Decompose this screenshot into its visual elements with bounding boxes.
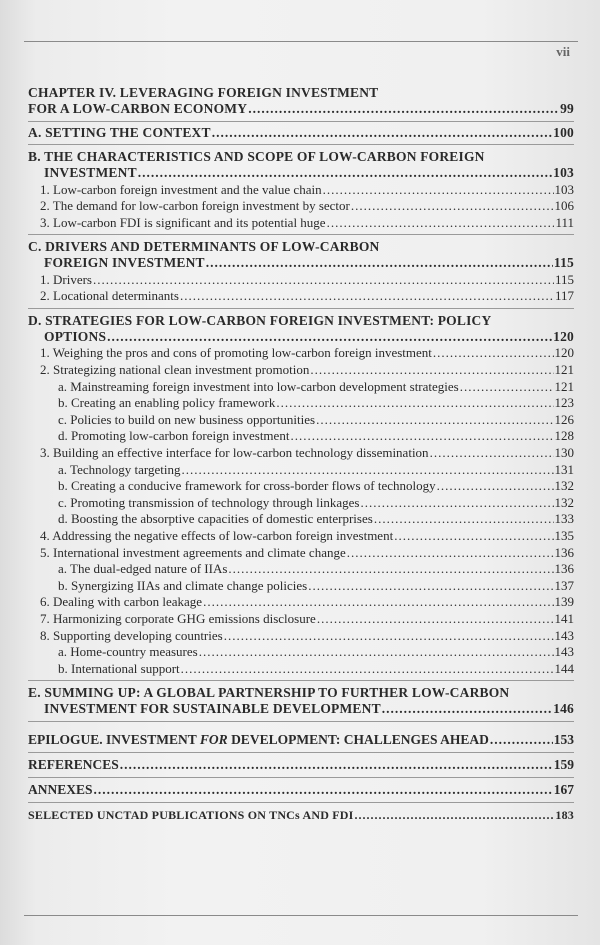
- section-d-title-line2: OPTIONS: [44, 328, 107, 344]
- dot-leader: [248, 101, 559, 118]
- page-ref: 120: [553, 328, 574, 344]
- divider: [28, 234, 574, 235]
- page-ref: 99: [560, 101, 574, 116]
- dot-leader: [355, 806, 555, 824]
- section-c-entry[interactable]: [28, 255, 574, 272]
- toc-item[interactable]: 3. Building an effective interface for low-carbon technology dissemination ..... 130: [28, 445, 574, 462]
- divider: [28, 752, 574, 753]
- divider: [28, 802, 574, 803]
- bottom-rule: [24, 915, 578, 916]
- dot-leader: [490, 731, 553, 749]
- section-e-title-line2: INVESTMENT FOR SUSTAINABLE DEVELOPMENT: [44, 701, 381, 717]
- toc-subitem[interactable]: b. Creating a conducive framework for cross-border flows of technology ..... 132: [28, 478, 574, 495]
- toc-item[interactable]: 8. Supporting developing countries ..... 143: [28, 628, 574, 645]
- section-a-title: A. SETTING THE CONTEXT: [28, 124, 211, 140]
- annexes-title: ANNEXES: [28, 781, 93, 797]
- toc-item[interactable]: 2. Strategizing national clean investment promotion ..... 121: [28, 362, 574, 379]
- references-title: REFERENCES: [28, 756, 119, 772]
- divider: [28, 680, 574, 681]
- toc-subitem[interactable]: a. Home-country measures ..... 143: [28, 644, 574, 661]
- section-c-title-line1: C. DRIVERS AND DETERMINANTS OF LOW-CARBON: [28, 239, 380, 255]
- dot-leader: [382, 701, 552, 718]
- toc-item[interactable]: 2. Locational determinants ..... 117: [28, 288, 574, 305]
- dot-leader: [206, 255, 553, 272]
- section-a-entry[interactable]: [28, 125, 574, 142]
- divider: [28, 777, 574, 778]
- toc-item[interactable]: 1. Low-carbon foreign investment and the value chain ..... 103: [28, 182, 574, 199]
- section-e-title-line1: E. SUMMING UP: A GLOBAL PARTNERSHIP TO FURTHER LOW-CARBON: [28, 685, 510, 701]
- chapter-entry[interactable]: [28, 101, 574, 118]
- dot-leader: [138, 165, 552, 182]
- section-e-entry[interactable]: [28, 701, 574, 718]
- toc-subitem[interactable]: d. Boosting the absorptive capacities of domestic enterprises ..... 133: [28, 511, 574, 528]
- toc-item[interactable]: 7. Harmonizing corporate GHG emissions disclosure ..... 141: [28, 611, 574, 628]
- toc-subitem[interactable]: b. Synergizing IIAs and climate change policies ..... 137: [28, 578, 574, 595]
- chapter-title-line2: FOR A LOW-CARBON ECONOMY: [28, 101, 248, 116]
- page-ref: 100: [553, 124, 574, 140]
- divider: [28, 721, 574, 722]
- toc-item[interactable]: 3. Low-carbon FDI is significant and its potential huge ..... 111: [28, 215, 574, 232]
- toc-item[interactable]: 4. Addressing the negative effects of low-carbon foreign investment ..... 135: [28, 528, 574, 545]
- divider: [28, 308, 574, 309]
- page-ref: 153: [553, 731, 574, 747]
- annexes-entry[interactable]: [28, 781, 574, 799]
- toc-subitem[interactable]: c. Promoting transmission of technology through linkages ..... 132: [28, 495, 574, 512]
- page-ref: 159: [553, 756, 574, 772]
- chapter-title-line1: CHAPTER IV. LEVERAGING FOREIGN INVESTMENT: [28, 85, 379, 100]
- epilogue-entry[interactable]: [28, 731, 574, 749]
- section-b-entry[interactable]: [28, 165, 574, 182]
- toc-item[interactable]: 5. International investment agreements and climate change ..... 136: [28, 545, 574, 562]
- toc-item[interactable]: 2. The demand for low-carbon foreign investment by sector ..... 106: [28, 198, 574, 215]
- page-ref: 183: [555, 807, 574, 822]
- toc-subitem[interactable]: a. The dual-edged nature of IIAs ..... 136: [28, 561, 574, 578]
- toc-subitem[interactable]: a. Technology targeting ..... 131: [28, 462, 574, 479]
- epilogue-title: EPILOGUE. INVESTMENT FOR DEVELOPMENT: CHALLENGES AHEAD: [28, 731, 489, 747]
- references-entry[interactable]: [28, 756, 574, 774]
- dot-leader: [107, 329, 552, 346]
- section-c-title-line2: FOREIGN INVESTMENT: [44, 255, 205, 271]
- selected-publications-title: SELECTED UNCTAD PUBLICATIONS ON TNCs AND FDI: [28, 807, 354, 822]
- page-ref: 115: [553, 255, 574, 271]
- toc-subitem[interactable]: b. International support ..... 144: [28, 661, 574, 678]
- section-d-title-line1: D. STRATEGIES FOR LOW-CARBON FOREIGN INVESTMENT: POLICY: [28, 312, 492, 328]
- top-rule: [24, 41, 578, 42]
- page-ref: 167: [553, 781, 574, 797]
- toc-item[interactable]: 6. Dealing with carbon leakage ..... 139: [28, 594, 574, 611]
- toc-subitem[interactable]: a. Mainstreaming foreign investment into low-carbon development strategies ..... 121: [28, 379, 574, 396]
- selected-publications-entry[interactable]: [28, 806, 574, 824]
- toc-subitem[interactable]: d. Promoting low-carbon foreign investment ..... 128: [28, 428, 574, 445]
- divider: [28, 144, 574, 145]
- divider: [28, 121, 574, 122]
- page-ref: 103: [553, 165, 574, 180]
- toc-subitem[interactable]: b. Creating an enabling policy framework ..... 123: [28, 395, 574, 412]
- toc-subitem[interactable]: c. Policies to build on new business opportunities ..... 126: [28, 412, 574, 429]
- table-of-contents: [28, 84, 574, 824]
- section-d-entry[interactable]: [28, 329, 574, 346]
- dot-leader: [94, 781, 553, 799]
- dot-leader: [120, 756, 553, 774]
- toc-item[interactable]: 1. Drivers ..... 115: [28, 272, 574, 289]
- page-number: vii: [556, 44, 570, 59]
- section-b-title-line1: B. THE CHARACTERISTICS AND SCOPE OF LOW-CARBON FOREIGN: [28, 149, 485, 164]
- dot-leader: [212, 125, 552, 142]
- toc-item[interactable]: 1. Weighing the pros and cons of promoting low-carbon foreign investment ..... 120: [28, 345, 574, 362]
- page-ref: 146: [553, 701, 574, 717]
- section-b-title-line2: INVESTMENT: [44, 165, 137, 180]
